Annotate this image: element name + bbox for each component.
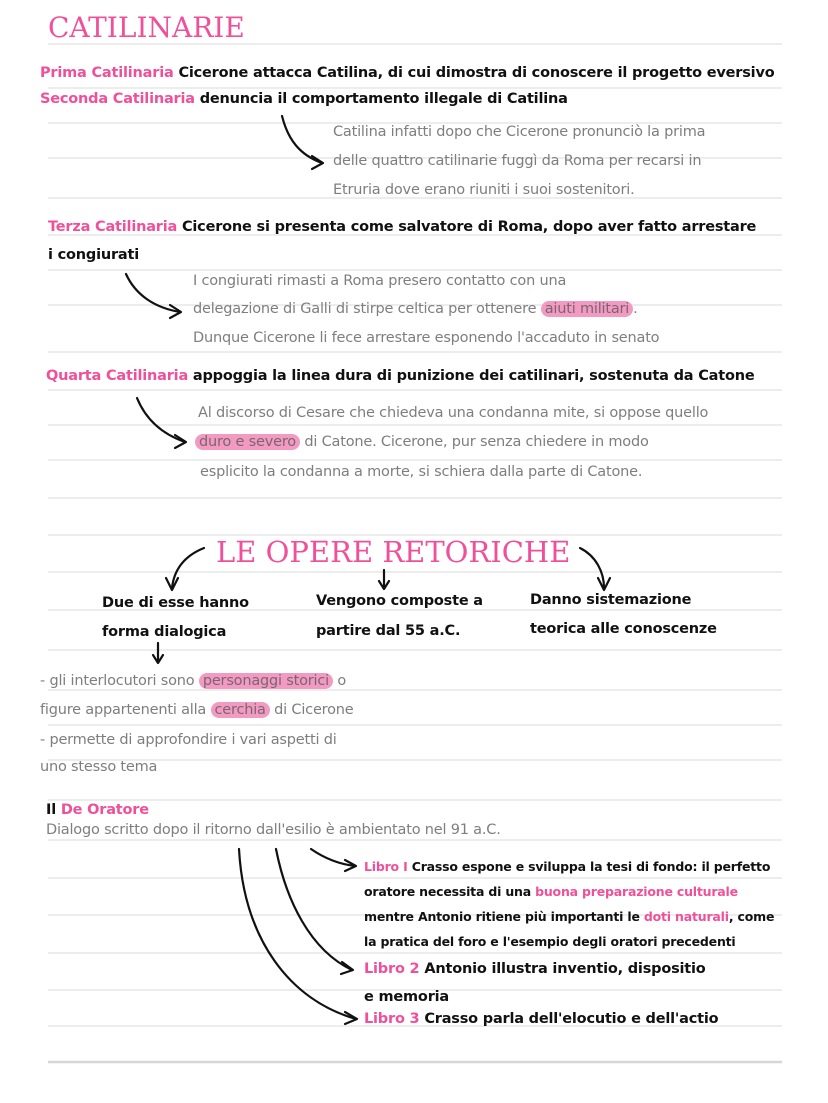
de-oratore-prefix: Il <box>46 802 56 818</box>
libro-1-line-4: la pratica del foro e l'esempio degli oratori precedenti <box>364 934 736 949</box>
cerchia-highlight: cerchia <box>211 702 270 718</box>
prima-catilinaria-label: Prima Catilinaria <box>40 65 174 81</box>
libro-2-label: Libro 2 <box>364 961 420 977</box>
terza-catilinaria-label: Terza Catilinaria <box>48 219 178 235</box>
quarta-note-line-1: Al discorso di Cesare che chiedeva una condanna mite, si oppose quello <box>198 405 709 421</box>
libro-2-arrow-icon <box>276 849 353 974</box>
opere-detail-text-1b: o <box>337 673 347 689</box>
libro-2-line-2: e memoria <box>364 989 450 1005</box>
opere-detail-text-2b: di Cicerone <box>274 702 354 718</box>
seconda-catilinaria-label: Seconda Catilinaria <box>40 91 195 107</box>
buona-preparazione-culturale: buona preparazione culturale <box>535 884 738 899</box>
libro-1-arrow-icon <box>311 849 356 871</box>
opere-detail-text-1: - gli interlocutori sono <box>40 673 195 689</box>
libro-1-text-2: oratore necessita di una <box>364 884 531 899</box>
quarta-catilinaria-text: appoggia la linea dura di punizione dei catilinari, sostenuta da Catone <box>192 368 755 384</box>
dialogica-arrow-icon <box>153 643 163 663</box>
quarta-note-text: di Catone. Cicerone, pur senza chiedere in modo <box>304 434 649 450</box>
seconda-note-line-3: Etruria dove erano riuniti i suoi sostenitori. <box>333 182 635 198</box>
terza-catilinaria-text-2: i congiurati <box>48 247 140 263</box>
opere-right-arrow-icon <box>580 548 610 590</box>
opere-col3-line-2: teorica alle conoscenze <box>530 621 717 637</box>
opere-col3-line-1: Danno sistemazione <box>530 592 692 608</box>
personaggi-storici-highlight: personaggi storici <box>199 673 333 689</box>
de-oratore-intro: Dialogo scritto dopo il ritorno dall'esilio è ambientato nel 91 a.C. <box>46 822 501 838</box>
terza-catilinaria-text: Cicerone si presenta come salvatore di Roma, dopo aver fatto arrestare <box>181 219 757 235</box>
libro-1-text-3b: , come <box>728 909 775 924</box>
seconda-arrow-icon <box>282 116 323 169</box>
opere-left-arrow-icon <box>166 548 204 590</box>
libro-3-arrow-icon <box>239 849 357 1024</box>
seconda-catilinaria-text: denuncia il comportamento illegale di Catilina <box>199 91 568 107</box>
terza-note-text: delegazione di Galli di stirpe celtica per ottenere <box>193 301 537 317</box>
terza-note-line-3: Dunque Cicerone li fece arrestare esponendo l'accaduto in senato <box>193 330 660 346</box>
de-oratore-title: De Oratore <box>60 802 149 818</box>
terza-arrow-icon <box>126 274 181 318</box>
quarta-catilinaria-label: Quarta Catilinaria <box>46 368 189 384</box>
opere-detail-line-3: - permette di approfondire i vari aspetti di <box>40 732 337 748</box>
libro-1-text-3: mentre Antonio ritiene più importanti le <box>364 909 640 924</box>
opere-col2-line-2: partire dal 55 a.C. <box>316 623 461 639</box>
opere-retoriche-title: LE OPERE RETORICHE <box>216 535 571 569</box>
opere-middle-arrow-icon <box>379 570 389 589</box>
libro-1-label: Libro I <box>364 859 408 874</box>
page-title: CATILINARIE <box>48 11 245 44</box>
quarta-arrow-icon <box>137 398 186 448</box>
terza-note-period: . <box>633 301 638 317</box>
libro-2-text-1: Antonio illustra inventio, dispositio <box>424 961 706 977</box>
libro-1-text-1: Crasso espone e sviluppa la tesi di fondo: il perfetto <box>411 859 771 874</box>
opere-col1-line-2: forma dialogica <box>102 624 227 640</box>
terza-note-line-1: I congiurati rimasti a Roma presero contatto con una <box>193 273 567 289</box>
seconda-note-line-1: Catilina infatti dopo che Cicerone pronunciò la prima <box>333 124 706 140</box>
duro-e-severo-highlight: duro e severo <box>195 434 300 450</box>
opere-detail-line-4: uno stesso tema <box>40 759 158 775</box>
prima-catilinaria-text: Cicerone attacca Catilina, di cui dimostra di conoscere il progetto eversivo <box>178 65 775 81</box>
doti-naturali: doti naturali <box>643 909 729 924</box>
opere-detail-text-2: figure appartenenti alla <box>40 702 207 718</box>
aiuti-militari-highlight: aiuti militari <box>541 301 633 317</box>
opere-col2-line-1: Vengono composte a <box>316 593 483 609</box>
libro-3-label: Libro 3 <box>364 1011 420 1027</box>
libro-3-text-1: Crasso parla dell'elocutio e dell'actio <box>424 1011 719 1027</box>
seconda-note-line-2: delle quattro catilinarie fuggì da Roma per recarsi in <box>333 153 702 169</box>
opere-col1-line-1: Due di esse hanno <box>102 595 249 611</box>
quarta-note-line-3: esplicito la condanna a morte, si schiera dalla parte di Catone. <box>200 464 643 480</box>
